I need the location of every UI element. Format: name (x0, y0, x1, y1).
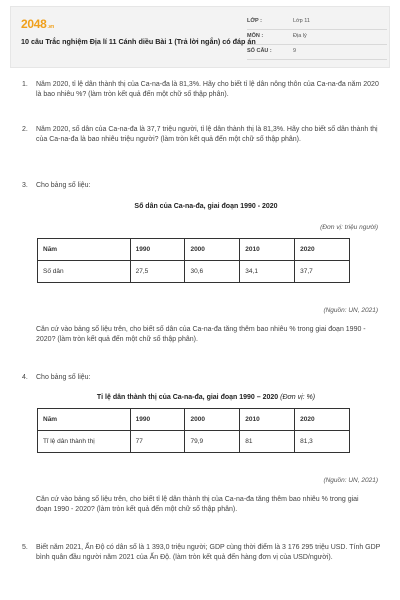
table-header-cell: 2000 (185, 239, 240, 261)
meta-value: Địa lý (293, 33, 307, 39)
question-1 (22, 80, 382, 100)
question-5 (22, 543, 382, 563)
question-number: 4. (22, 374, 28, 381)
question-number: 3. (22, 182, 28, 189)
table-header-cell: Năm (38, 409, 131, 431)
meta-row-count (247, 45, 387, 60)
table-cell: 81 (240, 431, 295, 453)
table-header-cell: 2010 (240, 239, 295, 261)
question-number: 5. (22, 544, 28, 551)
table-cell: 27,5 (130, 261, 185, 283)
meta-panel (247, 15, 387, 60)
table-cell: 34,1 (240, 261, 295, 283)
question-4 (22, 373, 382, 383)
table-header-cell: Năm (38, 239, 131, 261)
table-header-cell: 1990 (130, 239, 185, 261)
logo-tld: .vn (47, 24, 54, 30)
table-cell: Tỉ lệ dân thành thị (38, 431, 131, 453)
table-2-source: (Nguồn: UN, 2021) (323, 477, 378, 484)
table-cell: 30,6 (185, 261, 240, 283)
question-text: Cho bảng số liệu: (36, 374, 91, 381)
table-header-row (38, 409, 350, 431)
meta-key: LỚP : (247, 18, 262, 24)
document-header (10, 6, 390, 68)
table-cell: Số dân (38, 261, 131, 283)
table-2-question: Căn cứ vào bảng số liệu trên, cho biết tỉ lệ dân thành thị của Ca-na-đa tăng thêm bao nhiêu % trong giai đoạn 1990 - 2020? (làm tròn kết quả đến một chữ số thập phân). (36, 496, 359, 514)
table-header-cell: 1990 (130, 409, 185, 431)
question-text: Cho bảng số liệu: (36, 182, 91, 189)
table-2 (37, 408, 350, 453)
meta-key: SỐ CÂU : (247, 48, 272, 54)
table-header-cell: 2000 (185, 409, 240, 431)
table-2-title-text: Tỉ lệ dân thành thị của Ca-na-đa, giai đoạn 1990 – 2020 (96, 394, 279, 401)
table-cell: 37,7 (295, 261, 350, 283)
question-text: Năm 2020, số dân của Ca-na-đa là 37,7 triệu người, tỉ lệ dân thành thị là 81,3%. Hãy cho biết số dân thành thị của Ca-na-đa là bao nhiêu triệu người? (làm tròn kết quả đến một chữ số thập phân). (36, 126, 378, 144)
logo-text: 2048 (21, 17, 47, 31)
table-1 (37, 238, 350, 283)
meta-value: 9 (293, 48, 297, 54)
question-number: 1. (22, 81, 28, 88)
table-row (38, 431, 350, 453)
site-logo[interactable] (21, 16, 54, 33)
table-1-source: (Nguồn: UN, 2021) (323, 307, 378, 314)
question-2 (22, 125, 382, 145)
table-cell: 81,3 (295, 431, 350, 453)
table-header-cell: 2020 (295, 409, 350, 431)
question-3 (22, 181, 382, 191)
meta-row-class (247, 15, 387, 30)
table-header-cell: 2010 (240, 409, 295, 431)
meta-key: MÔN : (247, 33, 264, 39)
table-1-question: Căn cứ vào bảng số liệu trên, cho biết số dân của Ca-na-đa tăng thêm bao nhiêu % trong giai đoạn 1990 - 2020? (làm tròn kết quả đến một chữ số thập phân). (36, 326, 366, 344)
table-row (38, 261, 350, 283)
question-number: 2. (22, 126, 28, 133)
table-cell: 79,9 (185, 431, 240, 453)
table-2-unit: (Đơn vị: %) (280, 394, 316, 401)
meta-value: Lớp 11 (293, 18, 310, 24)
table-1-unit: (Đơn vị: triệu người) (320, 224, 378, 231)
question-text: Năm 2020, tỉ lệ dân thành thị của Ca-na-đa là 81,3%. Hãy cho biết tỉ lệ dân nông thôn của Ca-na-đa năm 2020 là bao nhiêu %? (làm tròn kết quả đến một chữ số thập phân). (36, 81, 379, 99)
meta-row-subject (247, 30, 387, 45)
table-1-title: Số dân của Ca-na-đa, giai đoạn 1990 - 2020 (134, 203, 278, 210)
table-header-cell: 2020 (295, 239, 350, 261)
table-cell: 77 (130, 431, 185, 453)
document-title: 10 câu Trắc nghiệm Địa lí 11 Cánh diều Bài 1 (Trả lời ngắn) có đáp án (21, 37, 256, 46)
question-text: Biết năm 2021, Ấn Độ có dân số là 1 393,0 triệu người; GDP cùng thời điểm là 3 176 295 triệu USD. Tính GDP bình quân đầu người năm 2021 của Ấn Độ. (làm tròn kết quả đến hàng đơn vị của USD/người). (36, 544, 381, 562)
table-header-row (38, 239, 350, 261)
table-2-title (36, 393, 376, 403)
